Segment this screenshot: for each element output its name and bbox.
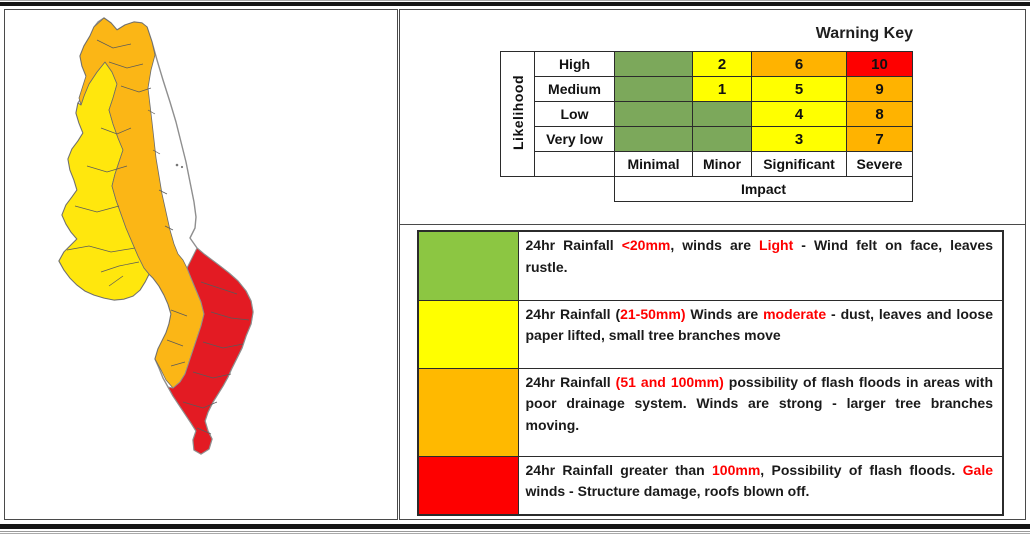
matrix-cell: 6 <box>752 52 847 77</box>
matrix-cell: 10 <box>847 52 913 77</box>
legend-text <box>518 456 1003 515</box>
key-panel <box>399 9 1026 520</box>
legend-text-segment: moderate <box>763 305 827 322</box>
matrix-cell <box>615 102 693 127</box>
empty-cell <box>535 152 615 177</box>
matrix-cell <box>615 52 693 77</box>
legend-text-segment: 24hr Rainfall <box>525 373 616 390</box>
impact-level-label: Minimal <box>615 152 693 177</box>
likelihood-label: Medium <box>535 77 615 102</box>
legend-swatch-green <box>418 231 518 300</box>
matrix-row-low <box>501 102 913 127</box>
legend-row-red <box>418 456 1003 515</box>
matrix-row-medium <box>501 77 913 102</box>
impact-level-label: Severe <box>847 152 913 177</box>
legend-text-segment: Light <box>759 237 794 253</box>
legend-text-segment: Winds are <box>685 305 764 322</box>
legend-text <box>518 231 1003 300</box>
legend-text-segment: Gale <box>962 461 994 478</box>
legend-text-segment: - dust, leaves and loose paper lifted, small tree branches move <box>525 305 993 343</box>
impact-header-row <box>501 152 913 177</box>
matrix-cell <box>693 102 752 127</box>
legend-text <box>518 368 1003 456</box>
matrix-cell: 9 <box>847 77 913 102</box>
matrix-cell: 7 <box>847 127 913 152</box>
bottom-frame-bar <box>0 524 1030 529</box>
impact-level-label: Minor <box>693 152 752 177</box>
legend-text-segment: (51 and 100mm) <box>615 373 724 390</box>
bottom-gray-rule <box>0 531 1030 532</box>
warning-key-section <box>400 10 1025 225</box>
legend-text-segment: 24hr Rainfall ( <box>525 305 621 322</box>
matrix-cell: 5 <box>752 77 847 102</box>
legend-text-segment: - Wind felt on face, leaves rustle. <box>525 237 994 275</box>
legend-text-segment: possibility of flash floods in areas with poor drainage system. Winds are strong - larger tree branches moving. <box>525 373 993 433</box>
likelihood-label: High <box>535 52 615 77</box>
legend-text-segment: 24hr Rainfall greater than <box>525 461 713 478</box>
likelihood-axis-label: Likelihood <box>509 75 526 150</box>
legend-row-green <box>418 231 1003 300</box>
legend-row-yellow <box>418 300 1003 368</box>
malawi-warning-map <box>5 10 397 519</box>
legend-table <box>417 230 1004 516</box>
legend-swatch-yellow <box>418 300 518 368</box>
matrix-cell: 4 <box>752 102 847 127</box>
legend-swatch-red <box>418 456 518 515</box>
legend-row-orange <box>418 368 1003 456</box>
warning-key-title: Warning Key <box>815 25 913 42</box>
matrix-cell <box>615 127 693 152</box>
matrix-row-very-low <box>501 127 913 152</box>
spacer-cell <box>501 177 615 202</box>
legend-swatch-orange <box>418 368 518 456</box>
legend-text-segment: <20mm <box>621 237 671 253</box>
legend-text-segment: 100mm <box>712 461 761 478</box>
legend-text-segment: , Possibility of flash floods. <box>760 461 963 478</box>
impact-axis-row <box>501 177 913 202</box>
likelihood-label: Very low <box>535 127 615 152</box>
matrix-cell <box>693 127 752 152</box>
legend-text-segment: winds - Structure damage, roofs blown off. <box>525 483 810 499</box>
matrix-cell: 3 <box>752 127 847 152</box>
warning-key-table <box>500 51 913 202</box>
matrix-cell: 2 <box>693 52 752 77</box>
impact-level-label: Significant <box>752 152 847 177</box>
matrix-cell: 1 <box>693 77 752 102</box>
legend-text-segment: , winds are <box>670 237 760 253</box>
legend-text-segment: 24hr Rainfall <box>525 237 622 253</box>
matrix-cell <box>615 77 693 102</box>
likelihood-label: Low <box>535 102 615 127</box>
impact-axis-label: Impact <box>615 177 913 202</box>
matrix-cell: 8 <box>847 102 913 127</box>
legend-text <box>518 300 1003 368</box>
map-panel <box>4 9 398 520</box>
legend-text-segment: 21-50mm) <box>620 305 686 322</box>
matrix-row-high <box>501 52 913 77</box>
top-frame-bar <box>0 2 1030 6</box>
likelihood-axis-cell <box>501 52 535 177</box>
legend-section <box>400 225 1025 519</box>
